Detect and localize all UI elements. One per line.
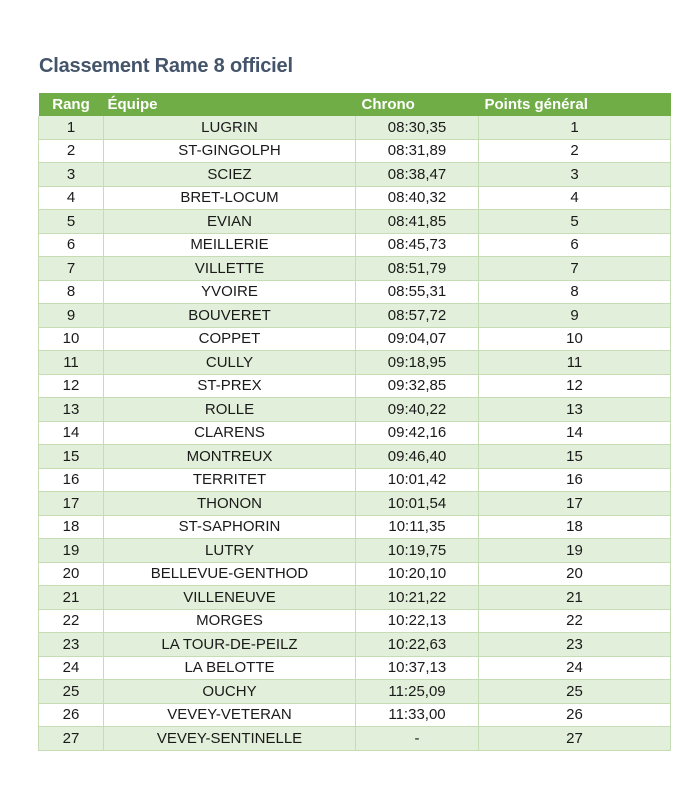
cell-equipe: MORGES: [104, 609, 356, 633]
table-row: [39, 609, 671, 633]
table-row: [39, 445, 671, 469]
cell-equipe: LA TOUR-DE-PEILZ: [104, 633, 356, 657]
cell-equipe: ST-SAPHORIN: [104, 515, 356, 539]
table-row: [39, 680, 671, 704]
cell-points: 16: [479, 468, 671, 492]
cell-points: 22: [479, 609, 671, 633]
cell-rang: 9: [39, 304, 104, 328]
cell-chrono: 08:31,89: [356, 139, 479, 163]
cell-chrono: 08:41,85: [356, 210, 479, 234]
table-header-row: [39, 93, 671, 116]
table-row: [39, 586, 671, 610]
cell-points: 11: [479, 351, 671, 375]
cell-points: 26: [479, 703, 671, 727]
cell-equipe: MEILLERIE: [104, 233, 356, 257]
cell-points: 24: [479, 656, 671, 680]
cell-rang: 19: [39, 539, 104, 563]
cell-equipe: LA BELOTTE: [104, 656, 356, 680]
cell-chrono: -: [356, 727, 479, 751]
cell-equipe: BRET-LOCUM: [104, 186, 356, 210]
header-points: Points général: [479, 93, 671, 116]
cell-points: 25: [479, 680, 671, 704]
cell-rang: 22: [39, 609, 104, 633]
cell-rang: 2: [39, 139, 104, 163]
cell-rang: 14: [39, 421, 104, 445]
cell-rang: 27: [39, 727, 104, 751]
cell-points: 23: [479, 633, 671, 657]
cell-points: 12: [479, 374, 671, 398]
cell-rang: 8: [39, 280, 104, 304]
cell-chrono: 10:37,13: [356, 656, 479, 680]
cell-points: 27: [479, 727, 671, 751]
cell-equipe: LUTRY: [104, 539, 356, 563]
cell-rang: 7: [39, 257, 104, 281]
cell-points: 3: [479, 163, 671, 187]
table-row: [39, 351, 671, 375]
table-row: [39, 280, 671, 304]
table-row: [39, 210, 671, 234]
cell-rang: 1: [39, 116, 104, 139]
cell-rang: 26: [39, 703, 104, 727]
cell-chrono: 08:40,32: [356, 186, 479, 210]
cell-chrono: 09:04,07: [356, 327, 479, 351]
cell-chrono: 10:22,13: [356, 609, 479, 633]
cell-points: 15: [479, 445, 671, 469]
cell-chrono: 09:40,22: [356, 398, 479, 422]
cell-rang: 13: [39, 398, 104, 422]
table-row: [39, 539, 671, 563]
cell-equipe: COPPET: [104, 327, 356, 351]
table-row: [39, 374, 671, 398]
cell-rang: 4: [39, 186, 104, 210]
cell-points: 2: [479, 139, 671, 163]
table-body: [39, 116, 671, 750]
cell-chrono: 10:01,54: [356, 492, 479, 516]
table-row: [39, 633, 671, 657]
cell-rang: 20: [39, 562, 104, 586]
ranking-table: [38, 93, 671, 751]
cell-equipe: BELLEVUE-GENTHOD: [104, 562, 356, 586]
table-row: [39, 257, 671, 281]
cell-equipe: TERRITET: [104, 468, 356, 492]
cell-equipe: BOUVERET: [104, 304, 356, 328]
cell-chrono: 11:33,00: [356, 703, 479, 727]
cell-points: 4: [479, 186, 671, 210]
cell-chrono: 08:38,47: [356, 163, 479, 187]
cell-points: 7: [479, 257, 671, 281]
cell-chrono: 08:51,79: [356, 257, 479, 281]
table-row: [39, 703, 671, 727]
cell-chrono: 09:42,16: [356, 421, 479, 445]
cell-points: 5: [479, 210, 671, 234]
cell-equipe: CLARENS: [104, 421, 356, 445]
table-row: [39, 398, 671, 422]
cell-chrono: 09:18,95: [356, 351, 479, 375]
cell-equipe: YVOIRE: [104, 280, 356, 304]
cell-equipe: SCIEZ: [104, 163, 356, 187]
cell-equipe: CULLY: [104, 351, 356, 375]
cell-rang: 25: [39, 680, 104, 704]
table-row: [39, 515, 671, 539]
table-row: [39, 327, 671, 351]
cell-equipe: ST-PREX: [104, 374, 356, 398]
cell-chrono: 08:57,72: [356, 304, 479, 328]
cell-chrono: 10:19,75: [356, 539, 479, 563]
cell-chrono: 10:20,10: [356, 562, 479, 586]
cell-chrono: 08:30,35: [356, 116, 479, 139]
cell-equipe: LUGRIN: [104, 116, 356, 139]
cell-rang: 17: [39, 492, 104, 516]
header-chrono: Chrono: [356, 93, 479, 116]
cell-rang: 21: [39, 586, 104, 610]
cell-points: 21: [479, 586, 671, 610]
cell-equipe: VEVEY-SENTINELLE: [104, 727, 356, 751]
header-equipe: Équipe: [104, 93, 356, 116]
table-row: [39, 163, 671, 187]
cell-chrono: 11:25,09: [356, 680, 479, 704]
table-row: [39, 116, 671, 139]
cell-points: 19: [479, 539, 671, 563]
cell-chrono: 09:46,40: [356, 445, 479, 469]
cell-equipe: OUCHY: [104, 680, 356, 704]
table-row: [39, 468, 671, 492]
cell-rang: 12: [39, 374, 104, 398]
cell-equipe: ST-GINGOLPH: [104, 139, 356, 163]
cell-equipe: VILLENEUVE: [104, 586, 356, 610]
cell-chrono: 10:11,35: [356, 515, 479, 539]
table-row: [39, 421, 671, 445]
cell-equipe: EVIAN: [104, 210, 356, 234]
table-row: [39, 139, 671, 163]
cell-equipe: ROLLE: [104, 398, 356, 422]
cell-chrono: 08:55,31: [356, 280, 479, 304]
cell-equipe: VILLETTE: [104, 257, 356, 281]
cell-points: 13: [479, 398, 671, 422]
cell-points: 9: [479, 304, 671, 328]
cell-points: 10: [479, 327, 671, 351]
cell-chrono: 10:22,63: [356, 633, 479, 657]
table-row: [39, 656, 671, 680]
cell-rang: 18: [39, 515, 104, 539]
cell-rang: 11: [39, 351, 104, 375]
cell-equipe: MONTREUX: [104, 445, 356, 469]
cell-points: 6: [479, 233, 671, 257]
table-row: [39, 727, 671, 751]
page-title: Classement Rame 8 officiel: [39, 55, 293, 77]
cell-points: 20: [479, 562, 671, 586]
cell-rang: 3: [39, 163, 104, 187]
cell-chrono: 10:01,42: [356, 468, 479, 492]
cell-rang: 24: [39, 656, 104, 680]
cell-rang: 6: [39, 233, 104, 257]
cell-rang: 23: [39, 633, 104, 657]
cell-points: 18: [479, 515, 671, 539]
table-row: [39, 304, 671, 328]
cell-points: 14: [479, 421, 671, 445]
table-row: [39, 562, 671, 586]
cell-points: 17: [479, 492, 671, 516]
cell-equipe: VEVEY-VETERAN: [104, 703, 356, 727]
table-row: [39, 492, 671, 516]
cell-rang: 10: [39, 327, 104, 351]
table-row: [39, 233, 671, 257]
cell-rang: 5: [39, 210, 104, 234]
cell-chrono: 08:45,73: [356, 233, 479, 257]
cell-rang: 16: [39, 468, 104, 492]
cell-chrono: 10:21,22: [356, 586, 479, 610]
cell-equipe: THONON: [104, 492, 356, 516]
cell-rang: 15: [39, 445, 104, 469]
cell-points: 8: [479, 280, 671, 304]
cell-chrono: 09:32,85: [356, 374, 479, 398]
cell-points: 1: [479, 116, 671, 139]
header-rang: Rang: [39, 93, 104, 116]
table-row: [39, 186, 671, 210]
